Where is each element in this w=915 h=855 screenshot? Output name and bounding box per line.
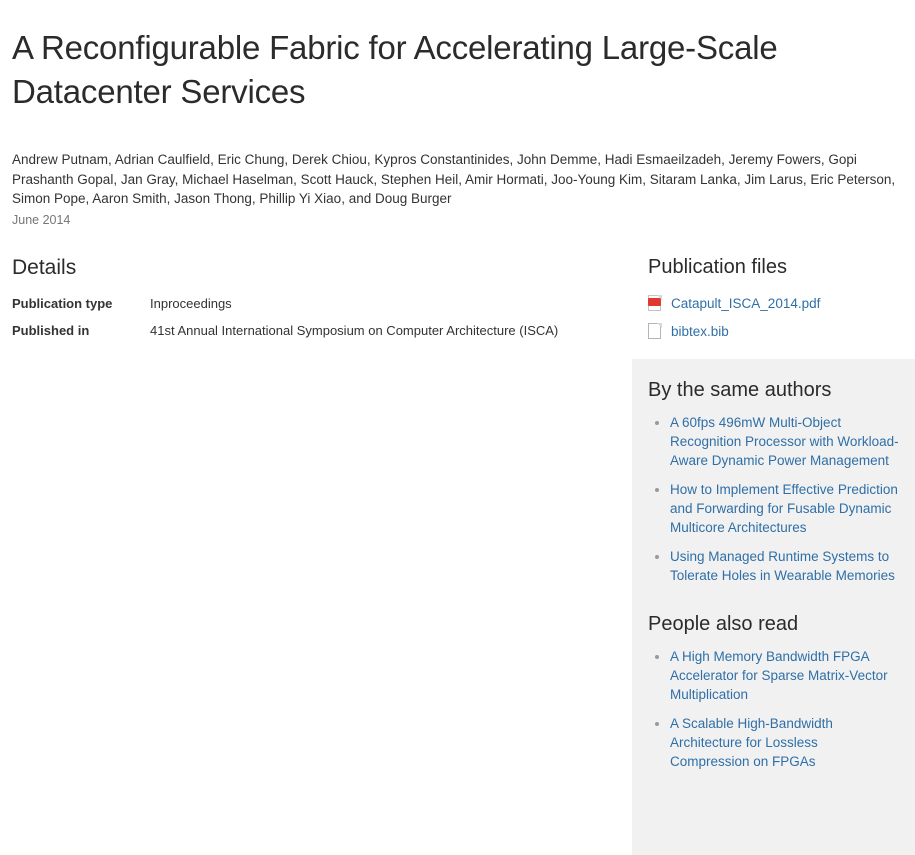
details-table [12,295,592,349]
list-item[interactable] [670,413,899,470]
sidebar-column [632,255,915,855]
page-title: A Reconfigurable Fabric for Accelerating Large-Scale Datacenter Services [12,29,778,111]
pdf-file-icon [648,295,662,312]
file-item-pdf[interactable] [648,295,915,313]
same-authors-heading: By the same authors [648,378,832,401]
detail-value-published-in: 41st Annual International Symposium on Computer Architecture (ISCA) [150,322,559,338]
file-link-bibtex[interactable]: bibtex.bib [671,323,729,339]
related-panel [632,359,915,855]
people-also-read-link-2[interactable]: • A Scalable High-Bandwidth Architecture for Lossless Compression on FPGAs [670,715,833,769]
publication-files-heading: Publication files [648,255,787,278]
table-row [12,322,592,349]
people-also-read-list [648,647,899,771]
file-item-bibtex[interactable] [648,323,915,341]
detail-label-publication-type: Publication type [12,295,113,311]
publication-files-section [632,255,915,341]
detail-value-publication-type: Inproceedings [150,295,232,311]
list-item[interactable] [670,647,899,704]
author-list: Andrew Putnam, Adrian Caulfield, Eric Chung, Derek Chiou, Kypros Constantinides, John Demme, Hadi Esmaeilzadeh, Jeremy Fowers, Gopi Prashanth Gopal, Jan Gray, Michael Haselman, Scott Hauck, Stephen Heil, Amir Hormati, Joo-Young Kim, Sitaram Lanka, Jim Larus, Eric Peterson, Simon Pope, Aaron Smith, Jason Thong, Phillip Yi Xiao, and Doug Burger [12,152,899,207]
publication-page [0,22,915,822]
same-authors-link-1[interactable]: • A 60fps 496mW Multi-Object Recognition Processor with Workload-Aware Dynamic Power Management [670,414,899,468]
file-link-pdf[interactable]: Catapult_ISCA_2014.pdf [671,295,821,311]
text-file-icon [648,323,662,340]
table-row [12,295,592,322]
list-item[interactable] [670,714,899,771]
people-also-read-heading: People also read [648,612,799,635]
same-authors-link-3[interactable]: • Using Managed Runtime Systems to Tolerate Holes in Wearable Memories [670,548,895,583]
people-also-read-link-1[interactable]: • A High Memory Bandwidth FPGA Accelerator for Sparse Matrix-Vector Multiplication [670,648,888,702]
detail-label-published-in: Published in [12,322,90,338]
publication-date: June 2014 [12,212,71,227]
list-item[interactable] [670,480,899,537]
details-heading: Details [12,255,77,279]
same-authors-list [648,413,899,585]
details-column [0,255,620,349]
list-item[interactable] [670,547,899,585]
same-authors-link-2[interactable]: • How to Implement Effective Prediction and Forwarding for Fusable Dynamic Multicore Architectures [670,481,898,535]
